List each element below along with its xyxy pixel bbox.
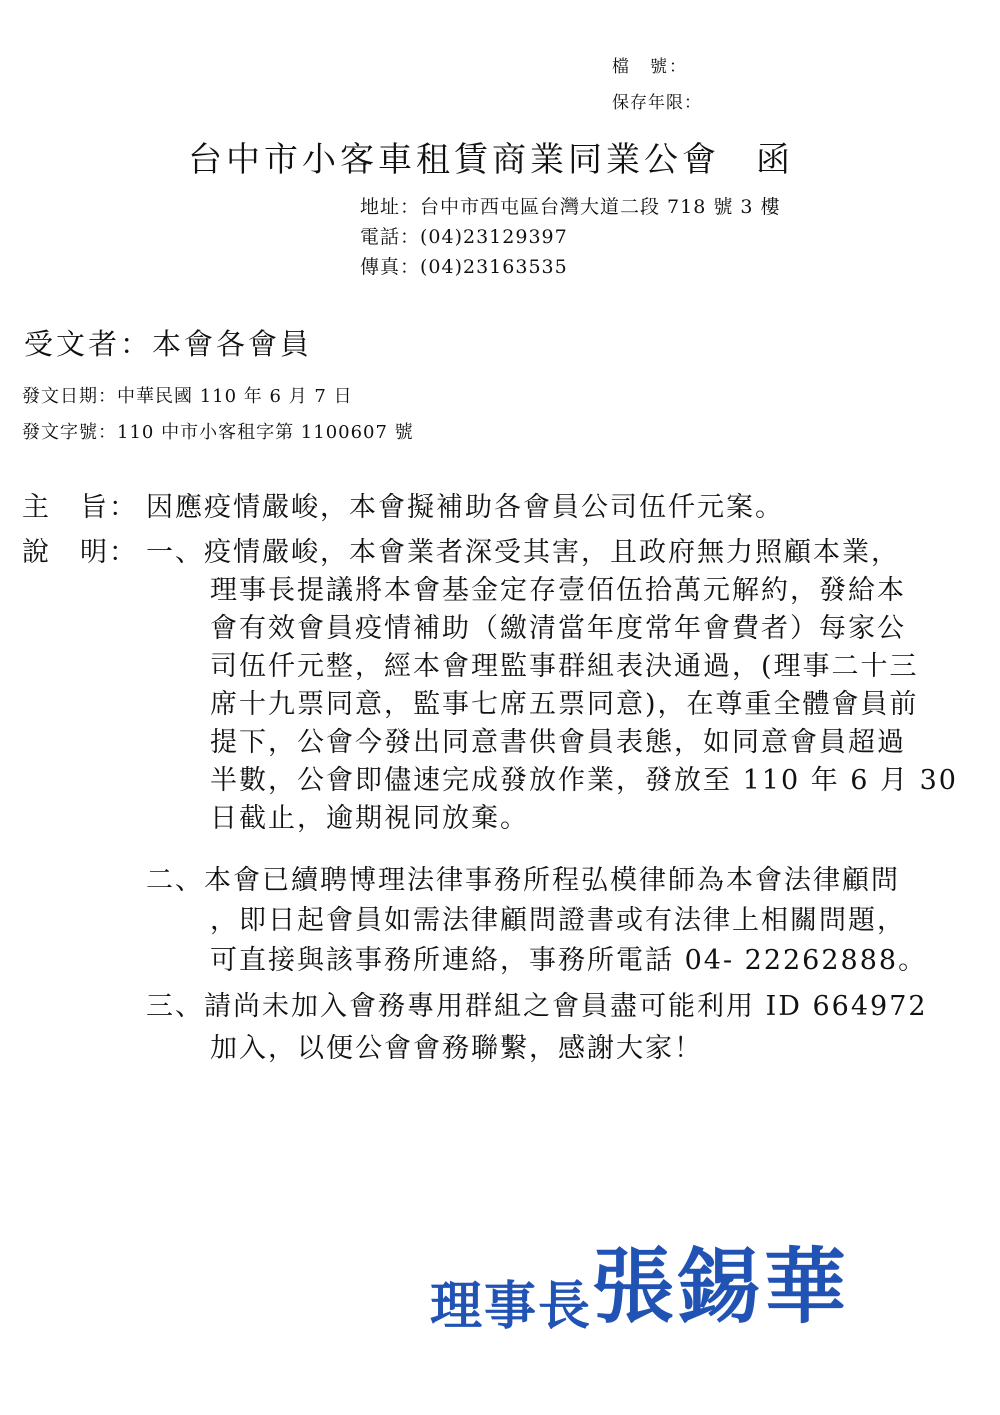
recipient-line: 受文者：本會各會員 (24, 327, 313, 361)
item-line: 可直接與該事務所連絡，事務所電話 04- 22262888。 (210, 945, 928, 976)
organization-fax: 傳真：(04)23163535 (360, 256, 568, 278)
item-line: 司伍仟元整，經本會理監事群組表決通過，(理事二十三 (210, 651, 919, 682)
organization-name: 台中市小客車租賃商業同業公會 (188, 140, 720, 180)
document-type: 函 (756, 140, 794, 180)
item-line: 二、本會已續聘博理法律事務所程弘模律師為本會法律顧問 (146, 865, 900, 896)
subject-text: 因應疫情嚴峻，本會擬補助各會員公司伍仟元案。 (146, 492, 784, 523)
item-line: 理事長提議將本會基金定存壹佰伍拾萬元解約，發給本 (210, 575, 906, 606)
chairman-signature-stamp (430, 1222, 850, 1339)
subject-label: 主 旨： (22, 492, 138, 523)
item-line: 半數，公會即儘速完成發放作業，發放至 110 年 6 月 30 (210, 765, 958, 796)
item-line: 席十九票同意，監事七席五票同意)，在尊重全體會員前 (210, 689, 919, 720)
item-line: 會有效會員疫情補助（繳清當年度常年會費者）每家公 (210, 613, 906, 644)
retention-period-label: 保存年限： (612, 93, 702, 113)
item-line: 一、疫情嚴峻，本會業者深受其害，且政府無力照顧本業， (146, 537, 900, 568)
issue-date: 發文日期：中華民國 110 年 6 月 7 日 (22, 386, 353, 407)
item-line: 日截止，逾期視同放棄。 (210, 803, 529, 834)
organization-address: 地址：台中市西屯區台灣大道二段 718 號 3 樓 (360, 196, 781, 218)
item-line: 三、請尚未加入會務專用群組之會員盡可能利用 ID 664972 (146, 991, 928, 1022)
item-line: ，即日起會員如需法律顧問證書或有法律上相關問題， (210, 905, 906, 936)
signature-title: 理事長 (430, 1277, 593, 1337)
document-title (188, 132, 794, 181)
file-number-label: 檔 號： (612, 57, 688, 77)
organization-phone: 電話：(04)23129397 (360, 226, 568, 248)
item-line: 加入，以便公會會務聯繫，感謝大家！ (210, 1033, 703, 1064)
signature-name: 張錫華 (592, 1240, 851, 1335)
item-line: 提下，公會今發出同意書供會員表態，如同意會員超過 (210, 727, 906, 758)
reference-number: 發文字號：110 中市小客租字第 1100607 號 (22, 422, 414, 443)
explanation-label: 說 明： (22, 537, 138, 568)
